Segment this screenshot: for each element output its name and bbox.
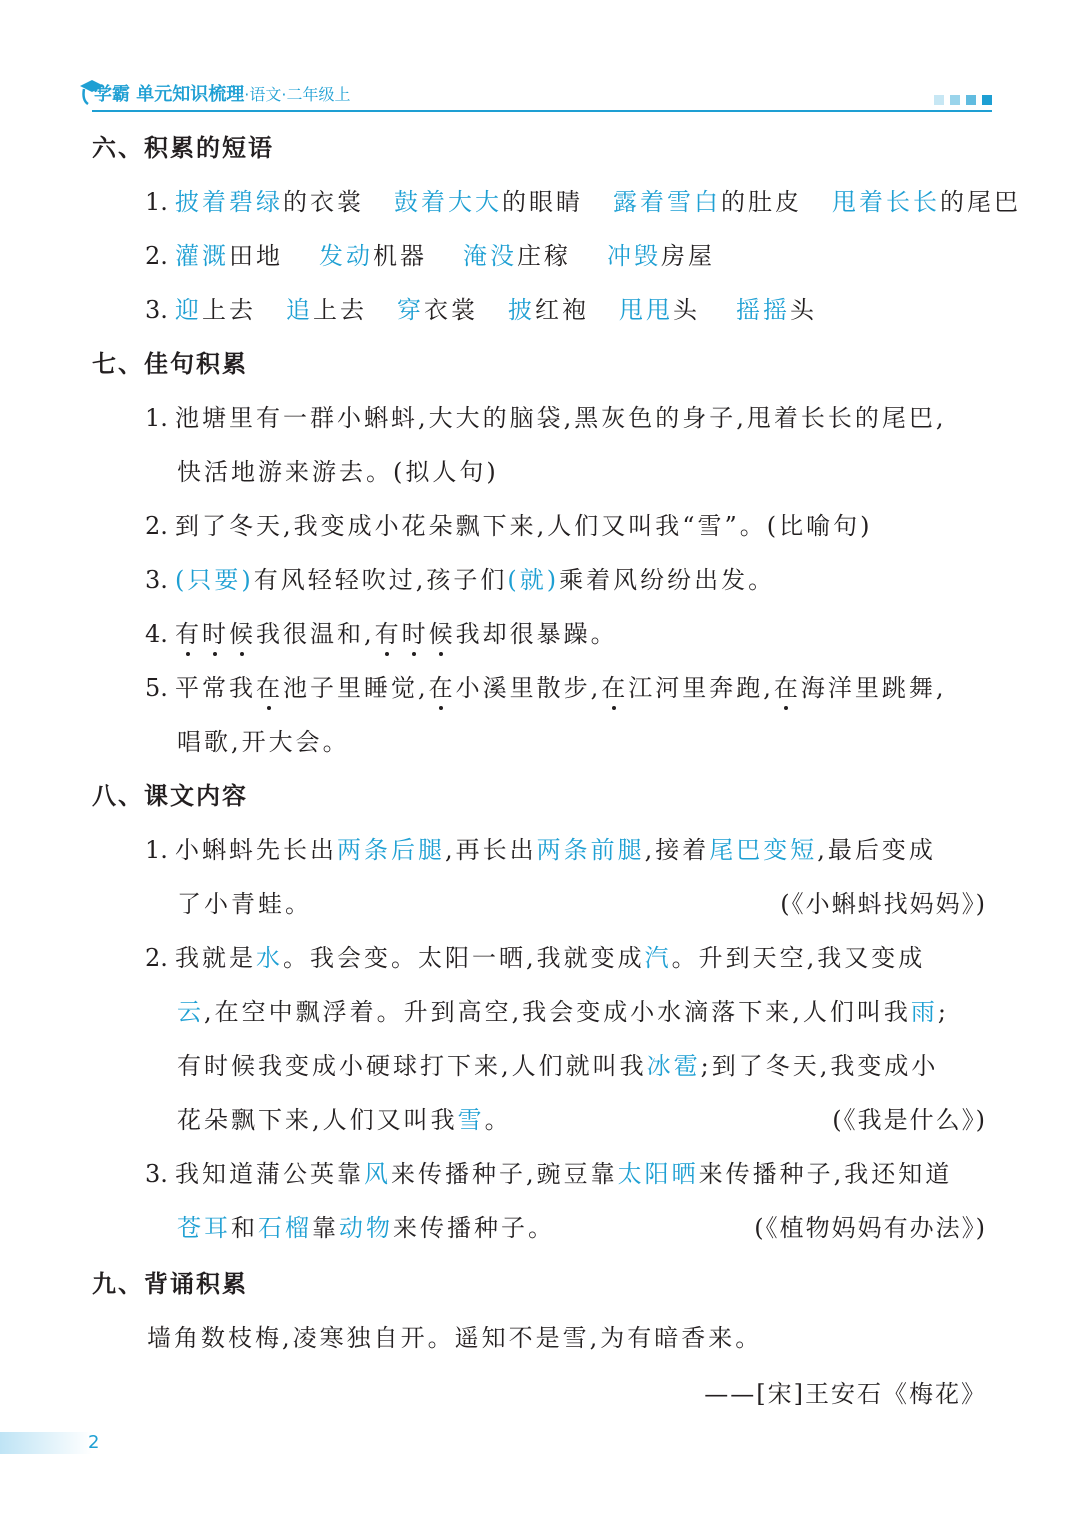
- footer-bar: [0, 1432, 92, 1454]
- content-1-line-2: 了小青蛙。: [177, 890, 312, 918]
- content-2-source: (《我是什么》): [832, 1106, 987, 1134]
- phrase-line-2: 2. 灌溉田地 发动机器 淹没庄稼 冲毁房屋: [145, 242, 715, 270]
- content-2-line-1: 2. 我就是水。我会变。太阳一晒,我就变成汽。升到天空,我又变成: [145, 944, 926, 972]
- header-squares: [934, 95, 992, 105]
- emphasis-char: 候: [429, 614, 456, 649]
- content-2-line-4: 花朵飘下来,人们又叫我雪。: [177, 1106, 512, 1134]
- sentence-5-line-2: 唱歌,开大会。: [177, 728, 350, 756]
- section-9-title: 九、背诵积累: [92, 1270, 248, 1298]
- content-3-source: (《植物妈妈有办法》): [754, 1214, 987, 1242]
- content-1-line-1: 1. 小蝌蚪先长出两条后腿,再长出两条前腿,接着尾巴变短,最后变成: [145, 836, 936, 864]
- phrase-line-3: 3. 迎上去 追上去 穿衣裳 披红袍 甩甩头 摇摇头: [145, 296, 817, 324]
- sentence-4: 4. 有时候我很温和,有时候我却很暴躁。: [145, 614, 618, 649]
- content-3-line-2: 苍耳和石榴靠动物来传播种子。: [177, 1214, 555, 1242]
- phrase-line-1: 1. 披着碧绿的衣裳 鼓着大大的眼睛 露着雪白的肚皮 甩着长长的尾巴: [145, 188, 1021, 216]
- section-7-title: 七、佳句积累: [92, 350, 248, 378]
- emphasis-char: 有: [375, 614, 402, 649]
- page-number: 2: [88, 1432, 100, 1453]
- book-subtitle: ·语文·二年级上: [244, 85, 351, 104]
- header-rule: [92, 110, 992, 112]
- emphasis-char: 候: [229, 614, 256, 649]
- content-2-line-2: 云,在空中飘浮着。升到高空,我会变成小水滴落下来,人们叫我雨;: [177, 998, 949, 1026]
- sentence-2: 2. 到了冬天,我变成小花朵飘下来,人们又叫我“雪”。(比喻句): [145, 512, 873, 540]
- content-3-line-1: 3. 我知道蒲公英靠风来传播种子,豌豆靠太阳晒来传播种子,我还知道: [145, 1160, 953, 1188]
- content-2-line-3: 有时候我变成小硬球打下来,人们就叫我冰雹;到了冬天,我变成小: [177, 1052, 939, 1080]
- emphasis-char: 有: [175, 614, 202, 649]
- sentence-1-line-2: 快活地游来游去。(拟人句): [177, 458, 499, 486]
- header-title: [94, 80, 350, 106]
- section-6-title: 六、积累的短语: [92, 134, 274, 162]
- book-title: 学霸 单元知识梳理: [94, 84, 245, 105]
- poem-text: 墙角数枝梅,凌寒独自开。遥知不是雪,为有暗香来。: [147, 1324, 763, 1352]
- poem-author: ——[宋]王安石《梅花》: [704, 1380, 987, 1408]
- sentence-1-line-1: 1. 池塘里有一群小蝌蚪,大大的脑袋,黑灰色的身子,甩着长长的尾巴,: [145, 404, 947, 432]
- page-header: [78, 76, 992, 112]
- content-1-source: (《小蝌蚪找妈妈》): [780, 890, 987, 918]
- emphasis-char: 时: [402, 614, 429, 649]
- sentence-3: 3. (只要)有风轻轻吹过,孩子们(就)乘着风纷纷出发。: [145, 566, 776, 594]
- sentence-5-line-1: 5. 平常我在池子里睡觉,在小溪里散步,在江河里奔跑,在海洋里跳舞,: [145, 668, 947, 703]
- emphasis-char: 时: [202, 614, 229, 649]
- section-8-title: 八、课文内容: [92, 782, 248, 810]
